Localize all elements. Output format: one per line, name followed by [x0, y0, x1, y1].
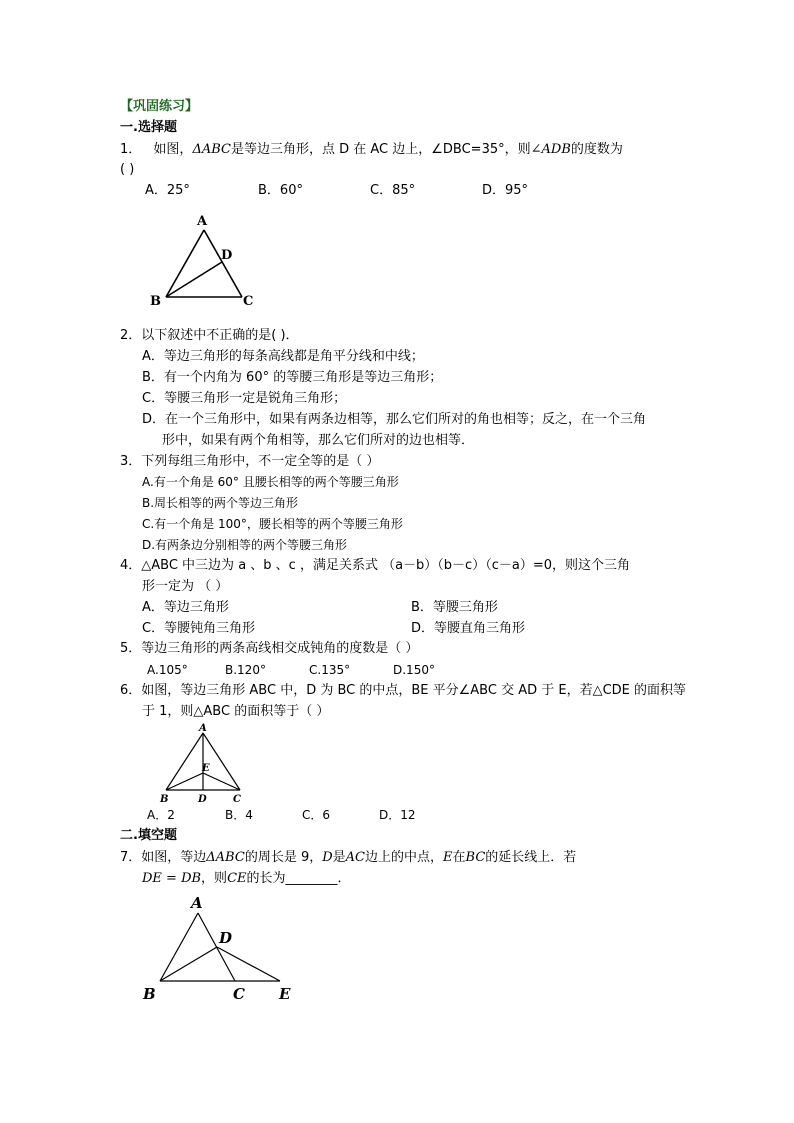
q1-paren: ( ): [120, 162, 135, 177]
q7-point-e: E: [443, 850, 453, 865]
q6-stem-line1: 6．如图，等边三角形 ABC 中，D 为 BC 的中点，BE 平分∠ABC 交 AD 于 E，若△CDE 的面积等: [120, 683, 687, 698]
q1-option-c: C．85°: [370, 183, 416, 198]
q1-label-b: B: [150, 294, 161, 309]
q2-option-d: D．在一个三角形中，如果有两条边相等，那么它们所对的角也相等；反之，在一个三角: [142, 412, 647, 427]
q1-text-c: 的度数为: [570, 142, 623, 157]
q1-option-d: D．95°: [482, 183, 529, 198]
q7-text-6: 的延长线上．若: [485, 850, 577, 865]
q7-text-4: 边上的中点，: [365, 850, 444, 865]
q4-stem-line1: 4．△ABC 中三边为 a 、b 、c ，满足关系式 （a－b）（b－c）（c－a）=0，则这个三角: [120, 558, 630, 573]
q5-stem: 5．等边三角形的两条高线相交成钝角的度数是（ ）: [120, 641, 419, 656]
q1-option-b: B．60°: [258, 183, 303, 198]
q1-stem: [120, 140, 623, 160]
q6-label-b: B: [160, 794, 169, 805]
q6-stem-line2: 于 1，则△ABC 的面积等于（ ）: [142, 704, 330, 719]
q7-equation: DE = DB: [142, 871, 202, 886]
q7-text-7: ，则: [201, 871, 228, 886]
q7-text-8: 的长为: [246, 871, 286, 886]
q7-text-9: ．: [337, 871, 351, 886]
q2-stem: 2．以下叙述中不正确的是( )．: [120, 328, 299, 343]
q7-label-d: D: [219, 929, 233, 947]
q1-number: 1．: [120, 142, 142, 157]
q7-answer-blank[interactable]: ________: [285, 871, 338, 886]
part2-title: 二.填空题: [120, 828, 177, 843]
q6-label-d: D: [198, 794, 207, 805]
q4-option-a: A．等边三角形: [142, 600, 229, 615]
q7-triangle: ΔABC: [206, 850, 245, 865]
q2-option-d-cont: 形中，如果有两个角相等，那么它们所对的边也相等．: [162, 433, 475, 448]
q6-option-d: D．12: [379, 808, 416, 822]
q4-option-c: C．等腰钝角三角形: [142, 621, 256, 636]
q1-angle: ∠ADB: [530, 142, 571, 157]
q6-option-b: B．4: [225, 808, 253, 822]
q3-option-a: A.有一个角是 60° 且腰长相等的两个等腰三角形: [142, 475, 399, 489]
q6-label-c: C: [233, 794, 241, 805]
q7-label-b: B: [143, 985, 156, 1003]
q7-segment-bc: BC: [465, 850, 486, 865]
q7-segment-ce: CE: [227, 871, 247, 886]
q1-option-a: A．25°: [145, 183, 190, 198]
q7-label-e: E: [279, 985, 291, 1003]
q2-option-c: C．等腰三角形一定是锐角三角形；: [142, 391, 347, 406]
q7-label-c: C: [233, 985, 245, 1003]
q7-text-2: 的周长是 9，: [244, 850, 323, 865]
q4-option-b: B．等腰三角形: [411, 600, 498, 615]
part1-title: 一.选择题: [120, 120, 177, 135]
q5-option-c: C.135°: [309, 663, 351, 677]
q1-text-a: 如图，: [153, 142, 193, 157]
q6-option-a: A．2: [147, 808, 175, 822]
q1-label-a: A: [197, 214, 208, 229]
q6-label-e: E: [202, 763, 210, 774]
q7-text-5: 在: [452, 850, 466, 865]
q7-stem-line1: [120, 848, 576, 868]
q7-segment-ac: AC: [345, 850, 366, 865]
q1-text-b: 是等边三角形，点 D 在 AC 边上，∠DBC=35°，则: [230, 142, 531, 157]
q2-option-b: B．有一个内角为 60° 的等腰三角形是等边三角形；: [142, 370, 443, 385]
q7-text-1: 7．如图，等边: [120, 850, 207, 865]
q1-label-d: D: [221, 248, 233, 263]
q2-option-a: A．等边三角形的每条高线都是角平分线和中线；: [142, 349, 424, 364]
q7-text-3: 是: [332, 850, 346, 865]
section-title: 【巩固练习】: [120, 99, 199, 114]
q5-option-d: D.150°: [393, 663, 435, 677]
q3-stem: 3．下列每组三角形中，不一定全等的是（ ）: [120, 454, 380, 469]
q4-option-d: D．等腰直角三角形: [411, 621, 526, 636]
q3-option-d: D.有两条边分别相等的两个等腰三角形: [142, 538, 348, 552]
q1-triangle: ΔABC: [192, 142, 231, 157]
q7-stem-line2: [142, 869, 351, 889]
q1-label-c: C: [243, 294, 254, 309]
q6-option-c: C．6: [302, 808, 331, 822]
q5-option-a: A.105°: [147, 663, 188, 677]
q7-label-a: A: [191, 894, 203, 912]
q4-stem-line2: 形一定为 （ ）: [142, 579, 229, 594]
q6-label-a: A: [199, 723, 207, 734]
q7-point-d: D: [322, 850, 333, 865]
q3-option-b: B.周长相等的两个等边三角形: [142, 496, 299, 510]
q5-option-b: B.120°: [225, 663, 266, 677]
q3-option-c: C.有一个角是 100°，腰长相等的两个等腰三角形: [142, 517, 403, 531]
